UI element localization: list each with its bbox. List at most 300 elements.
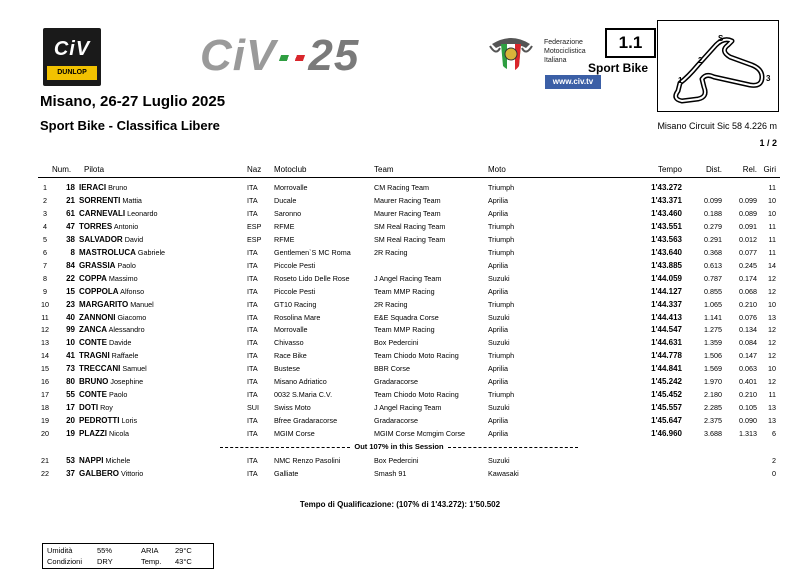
- row-time: 1'44.127: [651, 286, 682, 296]
- row-time: 1'45.452: [651, 390, 682, 400]
- session-code: 1.1: [605, 28, 656, 58]
- row-pilot: [79, 311, 239, 324]
- row-num: 55: [66, 390, 75, 400]
- row-num: 10: [66, 338, 75, 348]
- row-pos: 14: [41, 351, 49, 361]
- row-pos: 3: [43, 208, 47, 218]
- row-laps: 11: [768, 247, 776, 257]
- row-pilot: [79, 375, 239, 388]
- row-num: 53: [66, 456, 75, 465]
- row-pilot: [79, 285, 239, 298]
- row-dist: 0.188: [704, 208, 722, 218]
- table-row: [38, 323, 780, 336]
- row-dist: 0.099: [704, 195, 722, 205]
- logo-text: CiV: [53, 38, 91, 60]
- row-moto: Aprilia: [488, 195, 508, 205]
- row-pos: 6: [43, 247, 47, 257]
- row-laps: 12: [768, 273, 776, 283]
- row-moto: Suzuki: [488, 338, 510, 348]
- table-row: [38, 181, 780, 194]
- row-pos: 16: [41, 377, 49, 387]
- row-pos: 17: [41, 390, 49, 400]
- row-team: SM Real Racing Team: [374, 234, 446, 244]
- col-time: Tempo: [657, 165, 682, 174]
- row-club: Rosolina Mare: [274, 312, 321, 322]
- row-pos: 2: [43, 195, 47, 205]
- pilot-firstname: Raffaele: [111, 351, 139, 361]
- row-naz: ITA: [247, 312, 258, 322]
- pilot-surname: SORRENTI: [79, 195, 121, 205]
- pilot-surname: TRECCANI: [79, 364, 121, 374]
- row-club: GT10 Racing: [274, 299, 317, 309]
- table-row: [38, 220, 780, 233]
- row-team: Box Pedercini: [374, 338, 419, 348]
- row-time: 1'44.337: [651, 299, 682, 309]
- row-club: Piccole Pesti: [274, 286, 316, 296]
- air-label: ARIA: [141, 546, 159, 555]
- row-pilot: [79, 298, 239, 311]
- row-moto: Suzuki: [488, 456, 510, 465]
- row-naz: ITA: [247, 468, 258, 478]
- temp-label: Temp.: [141, 557, 162, 566]
- row-time: 1'43.272: [651, 183, 682, 192]
- pilot-surname: BRUNO: [79, 377, 109, 387]
- row-num: 19: [66, 429, 75, 439]
- row-dist: 3.688: [704, 429, 722, 439]
- civ-25-brand: [200, 31, 410, 80]
- pilot-surname: MARGARITO: [79, 299, 129, 309]
- row-naz: ITA: [247, 247, 258, 257]
- row-rel: 0.147: [739, 351, 757, 361]
- row-time: 1'45.647: [651, 416, 682, 426]
- col-naz: Naz: [247, 165, 262, 174]
- humidity-value: 55%: [97, 546, 113, 555]
- qualification-time: Tempo di Qualificazione: (107% di 1'43.272): 1'50.502: [299, 500, 501, 509]
- row-rel: 0.063: [739, 364, 757, 374]
- track-label-sector1: 1: [678, 76, 683, 85]
- row-dist: 0.613: [704, 260, 722, 270]
- row-moto: Aprilia: [488, 416, 508, 426]
- row-club: Misano Adriatico: [274, 377, 327, 387]
- cut-label: Out 107% in this Session: [354, 442, 444, 451]
- pilot-firstname: Paolo: [117, 260, 136, 270]
- table-row: [38, 414, 780, 427]
- header-divider: [38, 177, 780, 178]
- pilot-surname: GALBERO: [79, 468, 119, 478]
- table-row: [38, 427, 780, 440]
- row-pilot: [79, 323, 239, 336]
- row-num: 22: [66, 273, 75, 283]
- row-time: 1'43.563: [651, 234, 682, 244]
- row-pos: 11: [41, 312, 49, 322]
- row-pos: 15: [41, 364, 49, 374]
- row-pos: 4: [43, 221, 47, 231]
- row-club: RFME: [274, 234, 295, 244]
- fmi-emblem-icon: [488, 30, 534, 76]
- row-pilot: [79, 272, 239, 285]
- session-title: Sport Bike - Classifica Libere: [40, 118, 220, 133]
- row-pilot: [79, 207, 239, 220]
- table-row: [38, 454, 780, 467]
- row-laps: 14: [768, 260, 776, 270]
- row-time: 1'44.059: [651, 273, 682, 283]
- row-naz: ITA: [247, 351, 258, 361]
- table-row: [38, 375, 780, 388]
- row-dist: 2.285: [704, 403, 722, 413]
- row-laps: 12: [768, 325, 776, 335]
- row-dist: 1.275: [704, 325, 722, 335]
- table-row: [38, 285, 780, 298]
- pilot-firstname: Bruno: [108, 183, 128, 192]
- row-rel: 0.076: [739, 312, 757, 322]
- row-team: MGIM Corse Mcmgim Corse: [374, 429, 466, 439]
- row-time: 1'44.547: [651, 325, 682, 335]
- track-label-sector3: 3: [766, 74, 771, 83]
- row-rel: 0.068: [739, 286, 757, 296]
- row-moto: Suzuki: [488, 403, 510, 413]
- row-moto: Triumph: [488, 234, 515, 244]
- track-map: [657, 20, 779, 112]
- pilot-firstname: Davide: [109, 338, 132, 348]
- row-laps: 10: [768, 208, 776, 218]
- pilot-firstname: Samuel: [122, 364, 147, 374]
- row-naz: ITA: [247, 390, 258, 400]
- row-pilot: [79, 401, 239, 414]
- italian-flag-stripe: [279, 55, 305, 61]
- pilot-firstname: Mattia: [122, 195, 142, 205]
- table-row: [38, 388, 780, 401]
- row-dist: 1.065: [704, 299, 722, 309]
- row-club: Gentlemen`S MC Roma: [274, 247, 351, 257]
- federation-line: Italiana: [544, 57, 567, 64]
- federation-url[interactable]: www.civ.tv: [545, 75, 601, 89]
- pilot-surname: NAPPI: [79, 456, 104, 465]
- row-pilot: [79, 181, 239, 194]
- row-pilot: [79, 467, 239, 480]
- pilot-firstname: Alfonso: [120, 286, 145, 296]
- row-moto: Triumph: [488, 351, 515, 361]
- table-row: [38, 246, 780, 259]
- row-moto: Triumph: [488, 299, 515, 309]
- row-laps: 12: [768, 351, 776, 361]
- row-club: Galliate: [274, 468, 299, 478]
- temp-value: 43°C: [175, 557, 192, 566]
- row-moto: Triumph: [488, 247, 515, 257]
- row-moto: Suzuki: [488, 312, 510, 322]
- row-time: 1'43.460: [651, 208, 682, 218]
- row-moto: Aprilia: [488, 286, 508, 296]
- pilot-surname: GRASSIA: [79, 260, 116, 270]
- row-pilot: [79, 246, 239, 259]
- conditions-value: DRY: [97, 557, 113, 566]
- row-naz: ITA: [247, 416, 258, 426]
- page-number: 1 / 2: [759, 138, 777, 148]
- pilot-firstname: David: [124, 234, 144, 244]
- pilot-surname: TORRES: [79, 221, 113, 231]
- track-layout-icon: [658, 21, 778, 111]
- row-laps: 11: [768, 183, 776, 192]
- pilot-firstname: Loris: [121, 416, 138, 426]
- row-laps: 0: [772, 468, 776, 478]
- row-team: E&E Squadra Corse: [374, 312, 439, 322]
- row-laps: 12: [768, 338, 776, 348]
- row-num: 41: [66, 351, 75, 361]
- pilot-surname: DOTI: [79, 403, 99, 413]
- pilot-firstname: Giacomo: [117, 312, 147, 322]
- row-time: 1'44.413: [651, 312, 682, 322]
- pilot-surname: IERACI: [79, 183, 107, 192]
- row-pilot: [79, 388, 239, 401]
- row-club: Chivasso: [274, 338, 304, 348]
- row-naz: SUI: [247, 403, 259, 413]
- pilot-surname: SALVADOR: [79, 234, 123, 244]
- row-dist: 0.368: [704, 247, 722, 257]
- pilot-firstname: Roy: [100, 403, 113, 413]
- row-num: 47: [66, 221, 75, 231]
- row-pilot: [79, 362, 239, 375]
- pilot-firstname: Alessandro: [108, 325, 145, 335]
- table-row: [38, 233, 780, 246]
- pilot-surname: COPPA: [79, 273, 107, 283]
- row-team: Gradaracorse: [374, 377, 418, 387]
- row-pilot: [79, 194, 239, 207]
- row-laps: 10: [768, 195, 776, 205]
- brand-text: CiV: [200, 31, 277, 80]
- col-laps: Giri: [763, 165, 776, 174]
- pilot-surname: PLAZZI: [79, 429, 107, 439]
- pilot-surname: PEDROTTI: [79, 416, 120, 426]
- track-label-start: S: [718, 34, 724, 43]
- row-num: 40: [66, 312, 75, 322]
- row-pilot: [79, 454, 239, 467]
- row-naz: ITA: [247, 456, 258, 465]
- pilot-firstname: Antonio: [113, 221, 139, 231]
- row-time: 1'46.960: [651, 429, 682, 439]
- row-time: 1'43.885: [651, 260, 682, 270]
- row-team: SM Real Racing Team: [374, 221, 446, 231]
- row-moto: Triumph: [488, 221, 515, 231]
- federation-name: [544, 38, 586, 65]
- row-naz: ITA: [247, 299, 258, 309]
- row-pos: 18: [41, 403, 49, 413]
- row-num: 8: [70, 247, 75, 257]
- row-club: NMC Renzo Pasolini: [274, 456, 341, 465]
- row-pos: 13: [41, 338, 49, 348]
- row-pos: 21: [41, 456, 49, 465]
- row-pilot: [79, 427, 239, 440]
- row-num: 20: [66, 416, 75, 426]
- row-pos: 20: [41, 429, 49, 439]
- brand-year: 25: [308, 31, 360, 80]
- row-naz: ITA: [247, 195, 258, 205]
- row-team: Gradaracorse: [374, 416, 418, 426]
- row-naz: ITA: [247, 377, 258, 387]
- col-moto: Moto: [488, 165, 506, 174]
- row-rel: 0.099: [739, 195, 757, 205]
- col-num: Num.: [52, 165, 72, 174]
- row-dist: 0.855: [704, 286, 722, 296]
- track-label-sector2: 2: [698, 56, 703, 65]
- federation-line: Motociclistica: [544, 48, 586, 55]
- federation-line: Federazione: [544, 39, 583, 46]
- row-pos: 1: [43, 183, 47, 192]
- col-team: Team: [374, 165, 394, 174]
- row-moto: Aprilia: [488, 364, 508, 374]
- row-dist: 1.141: [704, 312, 722, 322]
- row-moto: Aprilia: [488, 377, 508, 387]
- cut-line: [208, 442, 590, 452]
- row-dist: 0.291: [704, 234, 722, 244]
- row-laps: 12: [768, 286, 776, 296]
- pilot-surname: ZANNONI: [79, 312, 116, 322]
- row-pos: 5: [43, 234, 47, 244]
- row-num: 37: [66, 468, 75, 478]
- row-naz: ITA: [247, 325, 258, 335]
- row-pos: 7: [43, 260, 47, 270]
- pilot-firstname: Josephine: [110, 377, 144, 387]
- row-naz: ESP: [247, 234, 262, 244]
- row-num: 38: [66, 234, 75, 244]
- pilot-firstname: Gabriele: [137, 247, 166, 257]
- row-club: Race Bike: [274, 351, 307, 361]
- row-time: 1'45.242: [651, 377, 682, 387]
- air-value: 29°C: [175, 546, 192, 555]
- row-time: 1'43.371: [651, 195, 682, 205]
- row-num: 61: [66, 208, 75, 218]
- row-moto: Aprilia: [488, 325, 508, 335]
- row-pos: 8: [43, 273, 47, 283]
- row-team: Smash 91: [374, 468, 407, 478]
- row-moto: Triumph: [488, 183, 515, 192]
- table-row: [38, 207, 780, 220]
- row-dist: 0.279: [704, 221, 722, 231]
- table-row: [38, 362, 780, 375]
- row-rel: 0.174: [739, 273, 757, 283]
- row-team: BBR Corse: [374, 364, 410, 374]
- pilot-surname: TRAGNI: [79, 351, 110, 361]
- row-naz: ITA: [247, 273, 258, 283]
- row-pos: 10: [41, 299, 49, 309]
- row-rel: 0.089: [739, 208, 757, 218]
- row-moto: Aprilia: [488, 208, 508, 218]
- pilot-firstname: Massimo: [108, 273, 138, 283]
- row-team: CM Racing Team: [374, 183, 429, 192]
- row-pos: 22: [41, 468, 49, 478]
- row-naz: ITA: [247, 364, 258, 374]
- row-laps: 10: [768, 364, 776, 374]
- row-dist: 1.506: [704, 351, 722, 361]
- row-time: 1'45.557: [651, 403, 682, 413]
- table-header: [38, 163, 780, 176]
- row-laps: 13: [768, 416, 776, 426]
- pilot-firstname: Paolo: [109, 390, 128, 400]
- row-club: RFME: [274, 221, 295, 231]
- row-rel: 0.012: [739, 234, 757, 244]
- row-club: Saronno: [274, 208, 302, 218]
- pilot-surname: ZANCA: [79, 325, 107, 335]
- row-rel: 0.084: [739, 338, 757, 348]
- row-num: 80: [66, 377, 75, 387]
- row-club: MGIM Corse: [274, 429, 315, 439]
- row-laps: 12: [768, 377, 776, 387]
- row-club: 0032 S.Maria C.V.: [274, 390, 333, 400]
- row-pilot: [79, 259, 239, 272]
- row-team: 2R Racing: [374, 299, 408, 309]
- row-laps: 13: [768, 312, 776, 322]
- row-team: J Angel Racing Team: [374, 273, 442, 283]
- row-moto: Triumph: [488, 390, 515, 400]
- row-rel: 0.210: [739, 390, 757, 400]
- row-team: Team MMP Racing: [374, 325, 435, 335]
- table-row: [38, 467, 780, 480]
- table-row: [38, 401, 780, 414]
- civ-logo: [43, 28, 101, 86]
- pilot-surname: CONTE: [79, 338, 107, 348]
- row-laps: 11: [768, 221, 776, 231]
- row-moto: Kawasaki: [488, 468, 519, 478]
- row-laps: 6: [772, 429, 776, 439]
- row-club: Piccole Pesti: [274, 260, 316, 270]
- row-laps: 11: [768, 234, 776, 244]
- row-naz: ITA: [247, 429, 258, 439]
- row-num: 18: [66, 183, 75, 192]
- row-team: J Angel Racing Team: [374, 403, 442, 413]
- row-rel: 0.245: [739, 260, 757, 270]
- row-pos: 19: [41, 416, 49, 426]
- pilot-firstname: Nicola: [109, 429, 129, 439]
- pilot-firstname: Leonardo: [127, 208, 158, 218]
- row-laps: 10: [768, 299, 776, 309]
- table-row: [38, 349, 780, 362]
- row-club: Roseto Lido Delle Rose: [274, 273, 350, 283]
- row-num: 17: [66, 403, 75, 413]
- pilot-surname: MASTROLUCA: [79, 247, 136, 257]
- row-time: 1'44.841: [651, 364, 682, 374]
- row-dist: 1.569: [704, 364, 722, 374]
- row-num: 73: [66, 364, 75, 374]
- row-pilot: [79, 414, 239, 427]
- row-club: Ducale: [274, 195, 297, 205]
- conditions-label: Condizioni: [47, 557, 83, 566]
- row-pilot: [79, 233, 239, 246]
- row-pos: 9: [43, 286, 47, 296]
- dunlop-sponsor: DUNLOP: [47, 66, 97, 80]
- row-naz: ITA: [247, 338, 258, 348]
- row-pos: 12: [41, 325, 49, 335]
- row-laps: 11: [768, 390, 776, 400]
- pilot-surname: CONTE: [79, 390, 107, 400]
- row-rel: 0.105: [739, 403, 757, 413]
- row-num: 99: [66, 325, 75, 335]
- row-rel: 0.077: [739, 247, 757, 257]
- table-row: [38, 272, 780, 285]
- pilot-firstname: Michele: [105, 456, 131, 465]
- row-team: Maurer Racing Team: [374, 195, 441, 205]
- row-rel: 0.091: [739, 221, 757, 231]
- row-team: Team Chiodo Moto Racing: [374, 390, 459, 400]
- row-num: 15: [66, 286, 75, 296]
- row-laps: 13: [768, 403, 776, 413]
- pilot-surname: COPPOLA: [79, 286, 119, 296]
- row-club: Morrovalle: [274, 183, 308, 192]
- row-club: Bustese: [274, 364, 300, 374]
- row-moto: Suzuki: [488, 273, 510, 283]
- row-rel: 0.210: [739, 299, 757, 309]
- pilot-firstname: Manuel: [130, 299, 154, 309]
- pilot-firstname: Vittorio: [121, 468, 144, 478]
- class-label: Sport Bike: [588, 61, 649, 75]
- row-laps: 2: [772, 456, 776, 465]
